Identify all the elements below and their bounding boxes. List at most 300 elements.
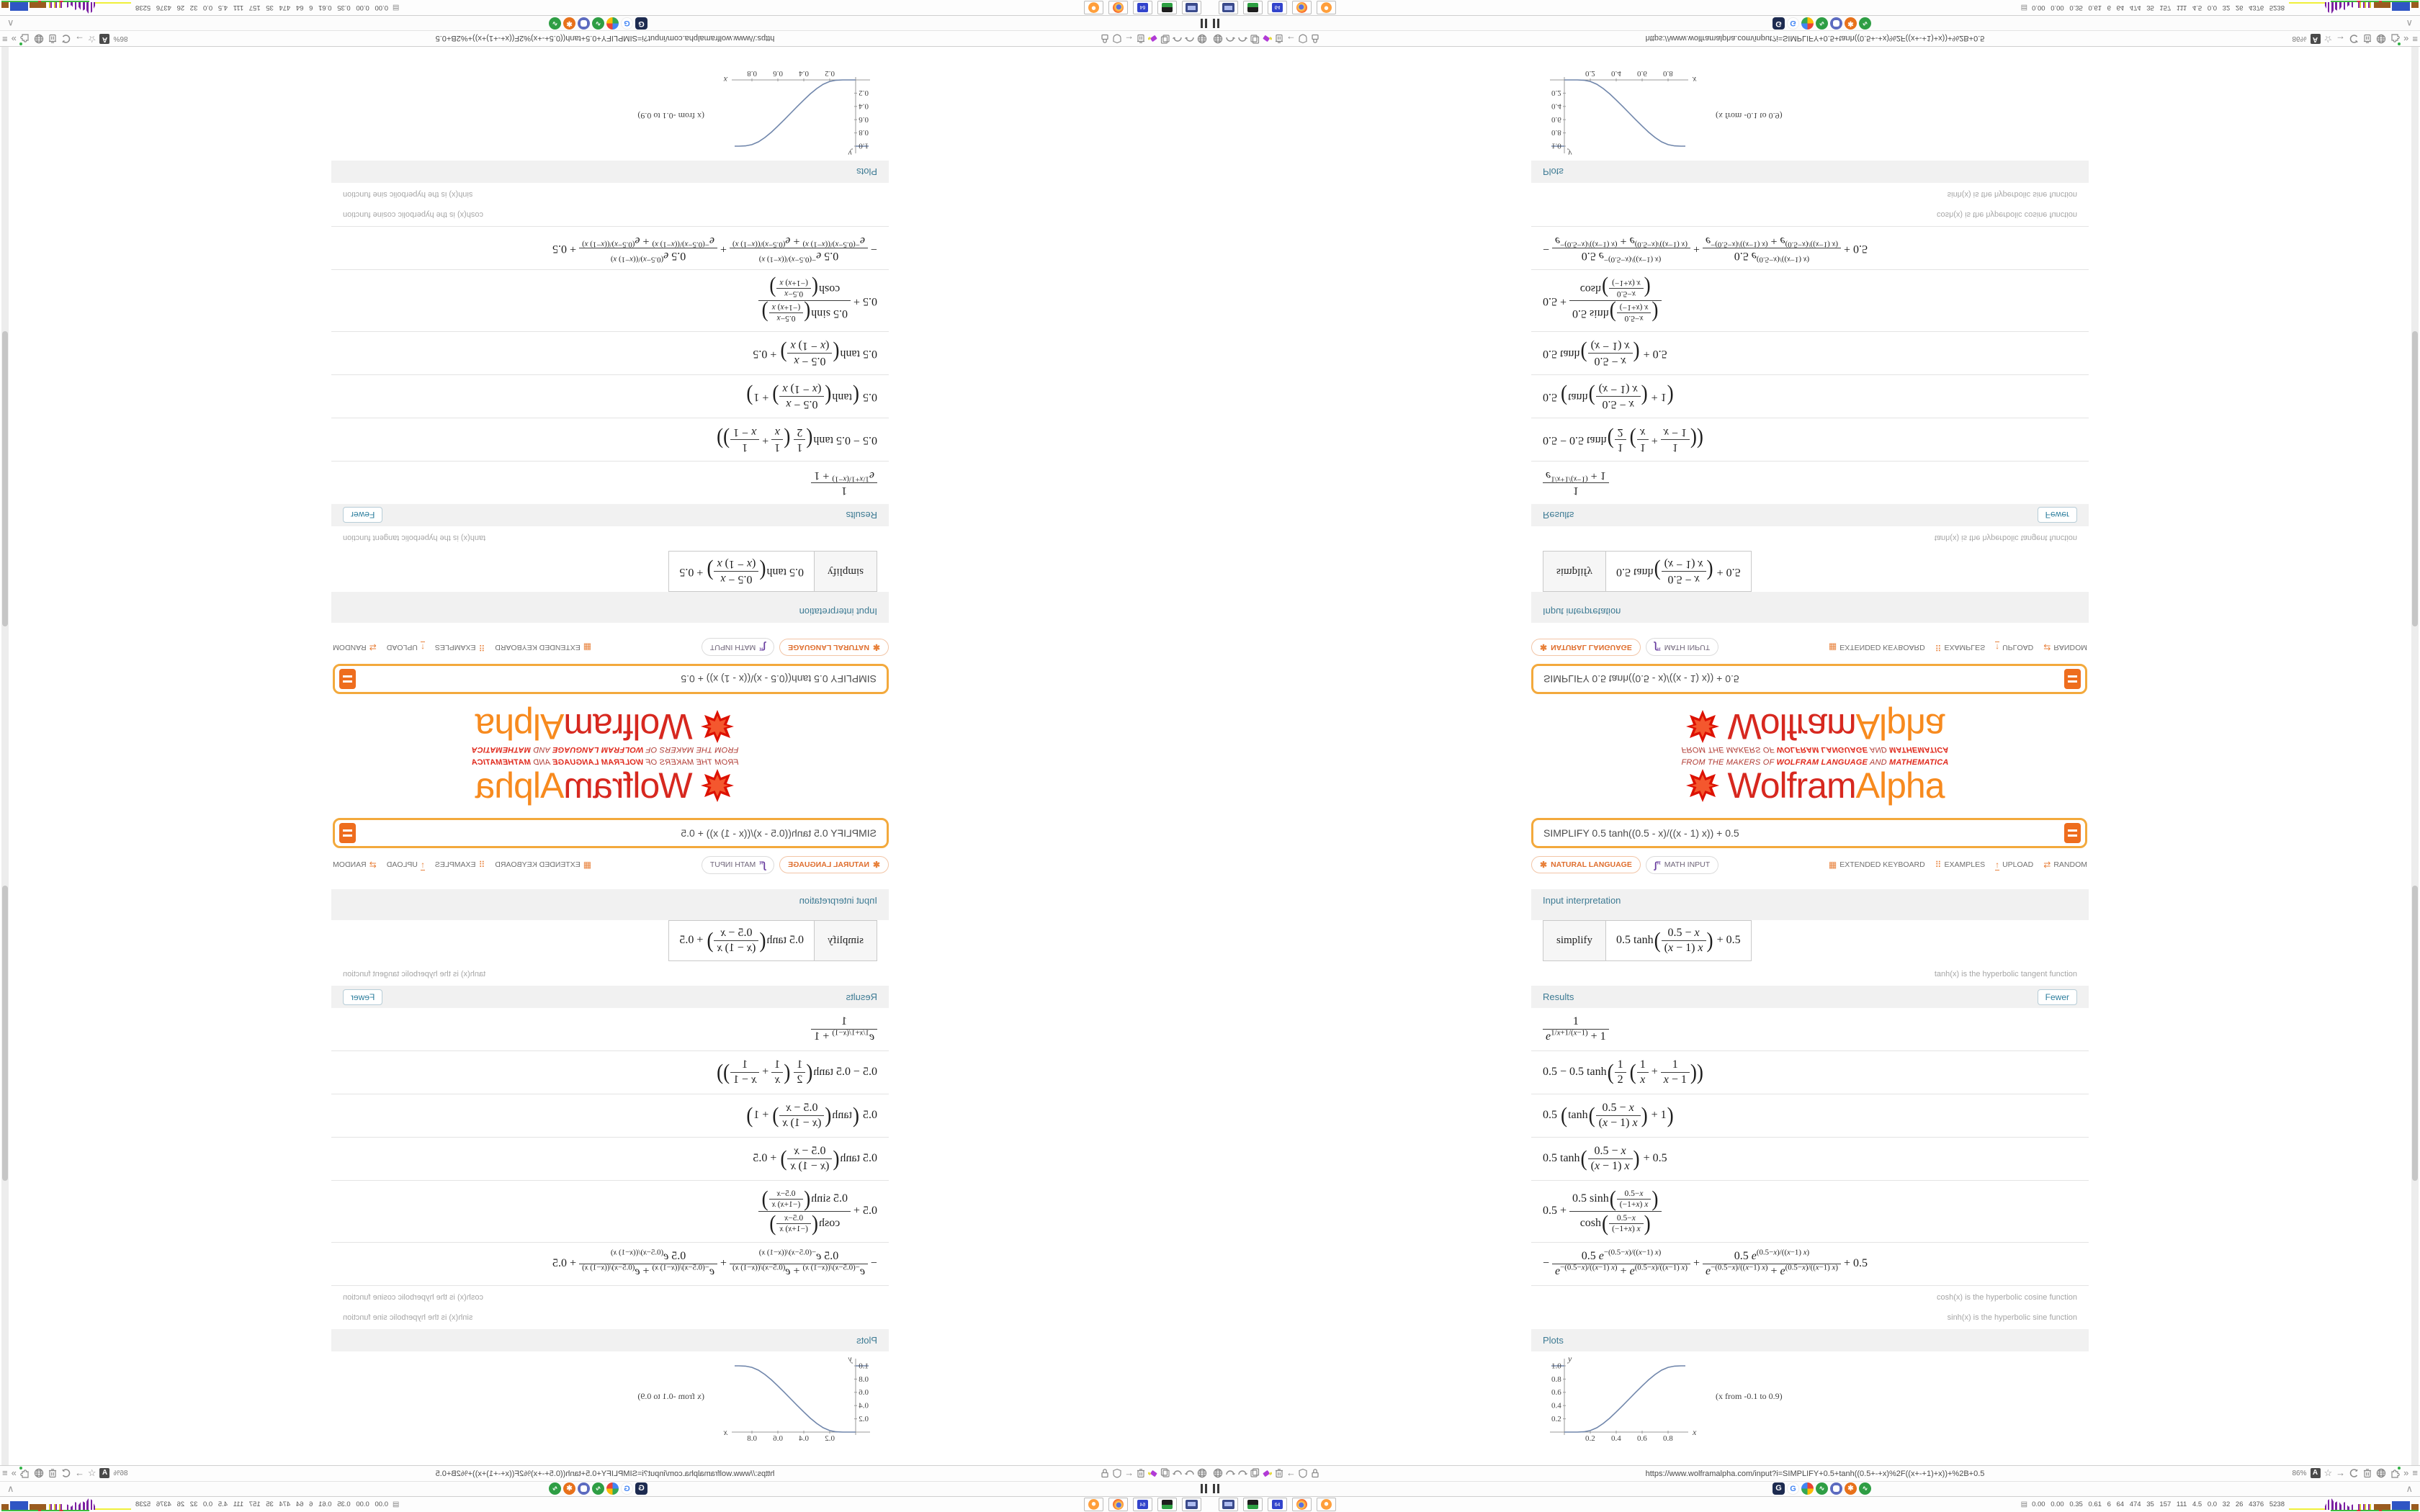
results-header	[1531, 504, 2089, 526]
zoom-level[interactable]: 86%	[113, 35, 128, 43]
spikey-logo-icon	[700, 768, 735, 803]
x-tick: 0.2	[1585, 69, 1595, 78]
tab-google-favicon[interactable]: G	[621, 1482, 633, 1495]
pinned-tabs	[1773, 1482, 1871, 1495]
math-input-label: MATH INPUT	[1664, 643, 1711, 652]
blender-launcher[interactable]	[1084, 1498, 1103, 1511]
zoom-level[interactable]: 86%	[2292, 1469, 2307, 1477]
pinned-tabs	[549, 1482, 647, 1495]
menu-icon[interactable]: ≡	[2412, 34, 2418, 45]
graph-purple-spikes	[63, 1498, 95, 1510]
zoom-level[interactable]: 86%	[113, 1469, 128, 1477]
firefox-icon	[1113, 1499, 1124, 1510]
screenshot-launcher[interactable]	[1182, 1498, 1201, 1511]
url-text[interactable]: https://www.wolframalpha.com/input?i=SIMPLIFY+0.5+tanh((0.5+-+x)%2F((x+-+1)+x))+%2B+0.5	[1645, 1470, 1985, 1478]
makers-wolfram-language: WOLFRAM LANGUAGE	[1776, 758, 1868, 767]
examples-label: EXAMPLES	[1944, 860, 1986, 869]
examples-button[interactable]	[1935, 860, 1985, 870]
back-arrow-icon[interactable]: ←	[1124, 34, 1134, 45]
globe-icon[interactable]	[2376, 34, 2386, 44]
input-mode-controls	[1531, 855, 2087, 874]
examples-button[interactable]	[435, 860, 485, 870]
interpretation-table	[1543, 551, 1752, 592]
extensions-puzzle-icon[interactable]	[20, 1468, 30, 1478]
tab-loop-favicon[interactable]	[578, 1482, 590, 1495]
scrollbar-track[interactable]	[2411, 47, 2419, 756]
wolframalpha-logo[interactable]	[0, 765, 1210, 806]
tab-desmos-favicon[interactable]: ∿	[1859, 1482, 1871, 1495]
system-tray	[1, 1, 399, 14]
browser-url-bar	[1210, 1465, 2420, 1482]
result-row: 1 $e^{1/x+1/(x-1)} + 1$	[1531, 461, 2089, 504]
globe-icon[interactable]	[2376, 1468, 2386, 1478]
system-monitor-graph	[1, 1498, 131, 1511]
plots-body	[1531, 1351, 2089, 1448]
input-mode-controls	[333, 855, 889, 874]
tab-desmos-favicon[interactable]: ∿	[1816, 1482, 1828, 1495]
result-row: 0.5 + 0.5 sinh( 0.5−x (−1+x) x ) cosh( 0.5−x (−1+x) x )	[331, 269, 889, 331]
scrollbar-track[interactable]	[1, 47, 9, 756]
tab-dark-g-favicon[interactable]: G	[635, 17, 647, 30]
forward-arrow-icon[interactable]: →	[74, 34, 84, 45]
screenshot-icon	[1222, 3, 1234, 12]
tab-dark-g-favicon[interactable]: G	[1773, 17, 1785, 30]
tab-desmos-favicon[interactable]: ∿	[1816, 17, 1828, 30]
header-utility-links	[1829, 642, 2087, 653]
compute-button[interactable]	[339, 669, 356, 689]
pause-bars-icon[interactable]	[1201, 1484, 1207, 1493]
pause-bars-icon[interactable]	[1201, 19, 1207, 28]
tab-list-chevron-icon[interactable]: ∧	[7, 18, 14, 29]
reload-icon[interactable]	[2349, 34, 2359, 44]
input-interpretation-title: Input interpretation	[1543, 606, 1621, 617]
firefox-launcher[interactable]	[1292, 1498, 1312, 1511]
x-tick: 0.8	[1663, 1434, 1673, 1443]
back-arrow-icon[interactable]: ←	[1286, 34, 1296, 45]
input-interpretation-title: Input interpretation	[799, 606, 877, 617]
result-row: 0.5 (tanh( $\frac{0.5 - x}{(x - 1) x}$ ) + 1)	[1531, 1094, 2089, 1138]
upload-button[interactable]	[1995, 642, 2033, 653]
bookmark-star-icon[interactable]: ☆	[87, 34, 97, 45]
sinh-definition-note: sinh(x) is the hyperbolic sine function	[1947, 1313, 2077, 1322]
translate-icon[interactable]: A	[2311, 1468, 2321, 1478]
x-tick: 0.2	[825, 69, 835, 78]
extensions-puzzle-icon[interactable]	[20, 34, 30, 44]
interpretation-operation: simplify	[1543, 921, 1606, 961]
query-text[interactable]: SIMPLIFY 0.5 tanh((0.5 - x)/((x - 1) x)) + 0.5	[1543, 673, 1739, 685]
results-title: Results	[1543, 510, 1574, 521]
graph-yellow-line	[2289, 1508, 2325, 1510]
results-body	[331, 1008, 889, 1329]
math-input-button[interactable]	[702, 856, 774, 874]
bookmark-star-icon[interactable]: ☆	[87, 1467, 97, 1478]
math-input-label: MATH INPUT	[709, 643, 756, 652]
input-interpretation-body	[1531, 526, 2089, 592]
natural-language-label: NATURAL LANGUAGE	[788, 643, 869, 652]
screenshot-icon	[1222, 1500, 1234, 1509]
scrollbar-track[interactable]	[1, 756, 9, 1465]
tab-pinwheel-favicon[interactable]	[606, 1482, 619, 1495]
upload-button[interactable]	[1995, 860, 2033, 870]
extended-keyboard-button[interactable]	[1829, 860, 1925, 870]
plots-header	[1531, 1329, 2089, 1351]
tab-gear-favicon[interactable]: ✱	[1845, 17, 1857, 30]
scrollbar-thumb[interactable]	[2412, 331, 2418, 626]
extension-badge-dot	[19, 42, 22, 45]
result-row: 1 $e^{1/x+1/(x-1)} + 1$	[331, 461, 889, 504]
tab-list-chevron-icon[interactable]: ∧	[2406, 1483, 2413, 1494]
plots-body	[331, 1351, 889, 1448]
menu-icon[interactable]: ≡	[2412, 1467, 2418, 1478]
scrollbar-thumb[interactable]	[2, 331, 8, 626]
natural-language-button[interactable]	[779, 856, 889, 873]
integral-icon: ∫$^\pi$	[759, 642, 766, 653]
graph-dots	[48, 1504, 62, 1510]
math-input-button[interactable]	[1646, 639, 1718, 657]
results-title: Results	[846, 510, 877, 521]
y-tick: 0.4	[1551, 102, 1561, 111]
tab-list-chevron-icon[interactable]: ∧	[7, 1483, 14, 1494]
floppy64-launcher[interactable]	[1133, 1, 1152, 14]
shuffle-icon: ⇄	[369, 860, 377, 870]
query-text[interactable]: SIMPLIFY 0.5 tanh((0.5 - x)/((x - 1) x)) + 0.5	[681, 827, 877, 839]
back-arrow-icon[interactable]: ←	[1286, 1467, 1296, 1478]
result-row: 0.5 − 0.5 tanh( $\frac{1}{2}$ ( $\frac{1}{x}$ + $\frac{1}{x - 1}$ ))	[1531, 1051, 2089, 1094]
examples-button[interactable]	[1935, 642, 1985, 652]
interpretation-table	[668, 551, 877, 592]
natural-language-button[interactable]	[1531, 856, 1641, 873]
extension-badge-dot	[19, 1467, 22, 1470]
integral-icon: ∫$^\pi$	[1654, 642, 1661, 653]
query-input[interactable]	[333, 818, 889, 848]
natural-language-button[interactable]	[779, 639, 889, 656]
scrollbar-thumb[interactable]	[2412, 886, 2418, 1181]
extended-keyboard-button[interactable]	[495, 860, 591, 870]
tab-gear-favicon[interactable]: ✱	[1845, 1482, 1857, 1495]
sinh-definition-note: sinh(x) is the hyperbolic sine function	[343, 190, 473, 199]
overflow-chevrons-icon[interactable]: »	[2403, 34, 2409, 45]
reload-icon[interactable]	[61, 34, 71, 44]
dots-grid-icon: ⠿	[478, 860, 485, 870]
screenshot-launcher[interactable]	[1182, 1, 1201, 14]
screenshot-launcher[interactable]	[1219, 1, 1238, 14]
system-monitor-graph	[2289, 1498, 2419, 1511]
result-row: 0.5 (tanh( 0.5 − x (x − 1) x ) + 1)	[1531, 374, 2089, 418]
wolframalpha-logo[interactable]	[1210, 765, 2420, 806]
tab-dark-g-favicon[interactable]: G	[1773, 1482, 1785, 1495]
graph-brown-block	[2374, 2, 2390, 8]
upload-label: UPLOAD	[2002, 860, 2034, 869]
wolframalpha-logo[interactable]	[0, 706, 1210, 747]
blender-launcher[interactable]	[1317, 1, 1336, 14]
logo-wolfram: Wolfram	[564, 765, 693, 806]
plots-title: Plots	[1543, 1335, 1564, 1346]
result-pods	[1531, 889, 2089, 1448]
spikey-logo-icon	[700, 709, 735, 744]
logo-alpha: Alpha	[475, 765, 565, 806]
random-button[interactable]	[2043, 642, 2087, 652]
dots-grid-icon: ⠿	[478, 642, 485, 652]
math-input-button[interactable]	[1646, 856, 1718, 874]
x-tick: 0.4	[1611, 1434, 1621, 1443]
package-launcher[interactable]	[1243, 1, 1263, 14]
random-label: RANDOM	[333, 860, 367, 869]
firefox-launcher[interactable]	[1108, 1, 1128, 14]
graph-blue-block	[2392, 2, 2410, 11]
query-input[interactable]	[333, 664, 889, 694]
tray-indicator-icon: ▤	[2020, 4, 2028, 12]
system-monitor-numbers: 0.00 0.00 0.35 0.61 6 64 474 35 157 111 4.5 0.0 32 26 4376 5238	[2032, 1500, 2285, 1508]
query-text[interactable]: SIMPLIFY 0.5 tanh((0.5 - x)/((x - 1) x)) + 0.5	[681, 673, 877, 685]
results-body	[1531, 183, 2089, 504]
plots-title: Plots	[1543, 166, 1564, 177]
logo-wordmark	[1727, 765, 1945, 806]
tab-desmos-favicon[interactable]: ∿	[549, 17, 561, 30]
globe-icon[interactable]	[34, 1468, 44, 1478]
reload-icon[interactable]	[61, 1468, 71, 1478]
tab-desmos-favicon[interactable]: ∿	[592, 17, 604, 30]
back-arrow-icon[interactable]: ←	[1124, 1467, 1134, 1478]
interpretation-formula: 0.5 tanh( $\frac{0.5 - x}{(x - 1) x}$ ) + 0.5	[669, 921, 815, 961]
menu-icon[interactable]: ≡	[2, 34, 8, 45]
makers-wolfram-language: WOLFRAM LANGUAGE	[1776, 745, 1868, 754]
tab-google-favicon[interactable]: G	[621, 17, 633, 30]
trash-icon[interactable]	[48, 1468, 58, 1478]
keyboard-grid-icon: ▦	[583, 642, 592, 652]
scrollbar-thumb[interactable]	[2, 886, 8, 1181]
package-launcher[interactable]	[1157, 1, 1177, 14]
query-text[interactable]: SIMPLIFY 0.5 tanh((0.5 - x)/((x - 1) x)) + 0.5	[1543, 827, 1739, 839]
forward-arrow-icon[interactable]: →	[2336, 34, 2346, 45]
overflow-chevrons-icon[interactable]: »	[2403, 1467, 2409, 1478]
results-header	[331, 504, 889, 526]
input-interpretation-body	[331, 920, 889, 986]
tab-desmos-favicon[interactable]: ∿	[549, 1482, 561, 1495]
result-row: − $\frac{0.5 e^{-(0.5-x)/((x-1) x)}}{e^{-(0.5-x)/((x-1) x)} + e^{(0.5-x)/((x-1) x)}}$ + $\frac{0.5 e^{(0.5-x)/((x-1) x)}}{e^{-(0.5-x)/((x-1) x)} + e^{(0.5-x)/((x-1) x)}}$ + 0.5	[1531, 1243, 2089, 1286]
package-icon	[1162, 1500, 1173, 1509]
wolframalpha-page	[0, 0, 1210, 756]
natural-language-button[interactable]	[1531, 639, 1641, 656]
x-tick: 0.8	[1663, 69, 1673, 78]
tab-pinwheel-favicon[interactable]	[1801, 17, 1814, 30]
graph-blue-block	[10, 1501, 28, 1510]
pause-bars-icon[interactable]	[1213, 19, 1219, 28]
random-button[interactable]	[333, 642, 377, 652]
floppy64-launcher[interactable]	[1268, 1498, 1287, 1511]
cosh-definition-note: cosh(x) is the hyperbolic cosine function	[1936, 1293, 2077, 1302]
blender-launcher[interactable]	[1317, 1498, 1336, 1511]
forward-arrow-icon[interactable]: →	[2336, 1467, 2346, 1478]
graph-blue-block	[10, 2, 28, 11]
translate-icon[interactable]: A	[99, 1468, 109, 1478]
tab-loop-favicon[interactable]	[1830, 1482, 1842, 1495]
tab-loop-favicon[interactable]	[578, 17, 590, 30]
zoom-level[interactable]: 86%	[2292, 35, 2307, 43]
extended-keyboard-button[interactable]	[1829, 642, 1925, 652]
math-input-label: MATH INPUT	[709, 860, 756, 869]
random-button[interactable]	[333, 860, 377, 870]
tab-google-favicon[interactable]: G	[1787, 1482, 1799, 1495]
floppy-icon: 64	[1272, 3, 1283, 12]
math-input-button[interactable]	[702, 639, 774, 657]
makers-and: AND	[1868, 758, 1890, 767]
overflow-chevrons-icon[interactable]: »	[11, 1467, 17, 1478]
input-interpretation-body	[331, 526, 889, 592]
plots-header	[1531, 161, 2089, 183]
makers-part1: FROM THE MAKERS OF	[643, 758, 739, 767]
floppy64-launcher[interactable]	[1268, 1, 1287, 14]
taskbar-launchers	[1219, 1498, 1336, 1511]
compute-button[interactable]	[2064, 823, 2081, 843]
tab-loop-favicon[interactable]	[1830, 17, 1842, 30]
package-icon	[1247, 3, 1258, 12]
spikey-small-icon: ✱	[1540, 860, 1548, 870]
floppy64-launcher[interactable]	[1133, 1498, 1152, 1511]
extended-keyboard-label: EXTENDED KEYBOARD	[1839, 643, 1925, 652]
extended-keyboard-button[interactable]	[495, 642, 591, 652]
compute-button[interactable]	[2064, 669, 2081, 689]
y-tick: 0.6	[1551, 1388, 1561, 1397]
fewer-button[interactable]: Fewer	[2038, 508, 2077, 523]
tab-pinwheel-favicon[interactable]	[606, 17, 619, 30]
function-plot	[581, 1353, 883, 1448]
trash-icon[interactable]	[48, 34, 58, 44]
upload-label: UPLOAD	[386, 860, 418, 869]
interpretation-operation: simplify	[814, 552, 877, 592]
query-input[interactable]	[1531, 818, 2087, 848]
quadrant-bottom-right	[1210, 756, 2420, 1512]
natural-language-label: NATURAL LANGUAGE	[1551, 643, 1632, 652]
trash-icon[interactable]	[2362, 1468, 2372, 1478]
pause-bars-icon[interactable]	[1213, 1484, 1219, 1493]
package-launcher[interactable]	[1243, 1498, 1263, 1511]
quadrant-top-right-mirrored	[1210, 0, 2420, 756]
fewer-button[interactable]: Fewer	[2038, 989, 2077, 1005]
graph-yellow-line	[95, 2, 131, 4]
forward-arrow-icon[interactable]: →	[74, 1467, 84, 1478]
results-header	[1531, 986, 2089, 1008]
url-text[interactable]: https://www.wolframalpha.com/input?i=SIMPLIFY+0.5+tanh((0.5+-+x)%2F((x+-+1)+x))+%2B+0.5	[1645, 34, 1985, 42]
tab-gear-favicon[interactable]: ✱	[563, 1482, 575, 1495]
tab-google-favicon[interactable]: G	[1787, 17, 1799, 30]
system-monitor-graph	[2289, 1, 2419, 14]
upload-label: UPLOAD	[386, 643, 418, 652]
translate-icon[interactable]: A	[2311, 34, 2321, 44]
scrollbar-track[interactable]	[2411, 756, 2419, 1465]
tab-desmos-favicon[interactable]: ∿	[592, 1482, 604, 1495]
urlbar-right-icons	[2, 1468, 128, 1478]
y-tick: 1.0	[1551, 1362, 1561, 1371]
result-row: 0.5 (tanh( 0.5 − x (x − 1) x ) + 1)	[331, 374, 889, 418]
package-icon	[1247, 1500, 1258, 1509]
compute-button[interactable]	[339, 823, 356, 843]
extension-badge-dot	[2398, 1467, 2401, 1470]
upload-button[interactable]	[387, 860, 425, 870]
screenshot-icon	[1186, 3, 1198, 12]
extended-keyboard-label: EXTENDED KEYBOARD	[1839, 860, 1925, 869]
y-tick: 0.6	[859, 1388, 869, 1397]
fewer-button[interactable]: Fewer	[343, 508, 382, 523]
reload-icon[interactable]	[2349, 1468, 2359, 1478]
input-interpretation-header	[331, 600, 889, 623]
plots-title: Plots	[856, 166, 877, 177]
tab-list-chevron-icon[interactable]: ∧	[2406, 18, 2413, 29]
trash-icon[interactable]	[2362, 34, 2372, 44]
graph-yellow-line	[95, 1508, 131, 1510]
bookmark-star-icon[interactable]: ☆	[2323, 34, 2333, 45]
menu-icon[interactable]: ≡	[2, 1467, 8, 1478]
upload-button[interactable]	[387, 642, 425, 653]
system-tray	[1, 1498, 399, 1511]
translate-icon[interactable]: A	[99, 34, 109, 44]
firefox-launcher[interactable]	[1292, 1, 1312, 14]
y-tick: 0.2	[1551, 1415, 1561, 1423]
result-row: 0.5 tanh( $\frac{0.5 - x}{(x - 1) x}$ ) + 0.5	[331, 1138, 889, 1181]
tab-pinwheel-favicon[interactable]	[1801, 1482, 1814, 1495]
random-label: RANDOM	[333, 643, 367, 652]
function-plot	[1537, 64, 1839, 159]
plots-header	[331, 1329, 889, 1351]
graph-brown-block	[2411, 1504, 2419, 1510]
tab-desmos-favicon[interactable]: ∿	[1859, 17, 1871, 30]
logo-wordmark	[475, 706, 693, 747]
package-launcher[interactable]	[1157, 1498, 1177, 1511]
pinned-tabs	[549, 17, 647, 30]
x-axis-label: x	[723, 75, 727, 85]
wolframalpha-logo[interactable]	[1210, 706, 2420, 747]
natural-language-label: NATURAL LANGUAGE	[1551, 860, 1632, 869]
overflow-chevrons-icon[interactable]: »	[11, 34, 17, 45]
input-interpretation-header	[331, 889, 889, 912]
graph-brown-block	[30, 1504, 46, 1510]
graph-brown-block	[2411, 2, 2419, 8]
bookmark-star-icon[interactable]: ☆	[2323, 1467, 2333, 1478]
fewer-button[interactable]: Fewer	[343, 989, 382, 1005]
globe-icon[interactable]	[34, 34, 44, 44]
graph-green-line	[2331, 1, 2419, 2]
plots-body	[1531, 64, 2089, 161]
screenshot-launcher[interactable]	[1219, 1498, 1238, 1511]
query-input[interactable]	[1531, 664, 2087, 694]
y-tick: 0.6	[859, 115, 869, 124]
url-text[interactable]: https://www.wolframalpha.com/input?i=SIMPLIFY+0.5+tanh((0.5+-+x)%2F((x+-+1)+x))+%2B+0.5	[435, 34, 775, 42]
x-tick: 0.8	[747, 1434, 757, 1443]
random-button[interactable]	[2043, 860, 2087, 870]
spikey-small-icon: ✱	[1540, 642, 1548, 652]
firefox-icon	[1296, 2, 1307, 13]
examples-button[interactable]	[435, 642, 485, 652]
extensions-puzzle-icon[interactable]	[2390, 34, 2400, 44]
firefox-launcher[interactable]	[1108, 1498, 1128, 1511]
input-interpretation-header	[1531, 889, 2089, 912]
blender-launcher[interactable]	[1084, 1, 1103, 14]
tab-dark-g-favicon[interactable]: G	[635, 1482, 647, 1495]
y-axis-label: y	[1568, 1354, 1572, 1364]
extensions-puzzle-icon[interactable]	[2390, 1468, 2400, 1478]
graph-purple-spikes	[63, 2, 95, 14]
tab-gear-favicon[interactable]: ✱	[563, 17, 575, 30]
system-monitor-graph	[1, 1, 131, 14]
makers-mathematica: MATHEMATICA	[1889, 758, 1949, 767]
graph-green-line	[1, 1510, 89, 1511]
result-row: 0.5 tanh( 0.5 − x (x − 1) x ) + 0.5	[1531, 331, 2089, 374]
pinned-tabs	[1773, 17, 1871, 30]
y-tick: 0.4	[859, 102, 869, 111]
plots-header	[331, 161, 889, 183]
results-body	[331, 183, 889, 504]
input-interpretation-body	[1531, 920, 2089, 986]
url-text[interactable]: https://www.wolframalpha.com/input?i=SIMPLIFY+0.5+tanh((0.5+-+x)%2F((x+-+1)+x))+%2B+0.5	[435, 1470, 775, 1478]
